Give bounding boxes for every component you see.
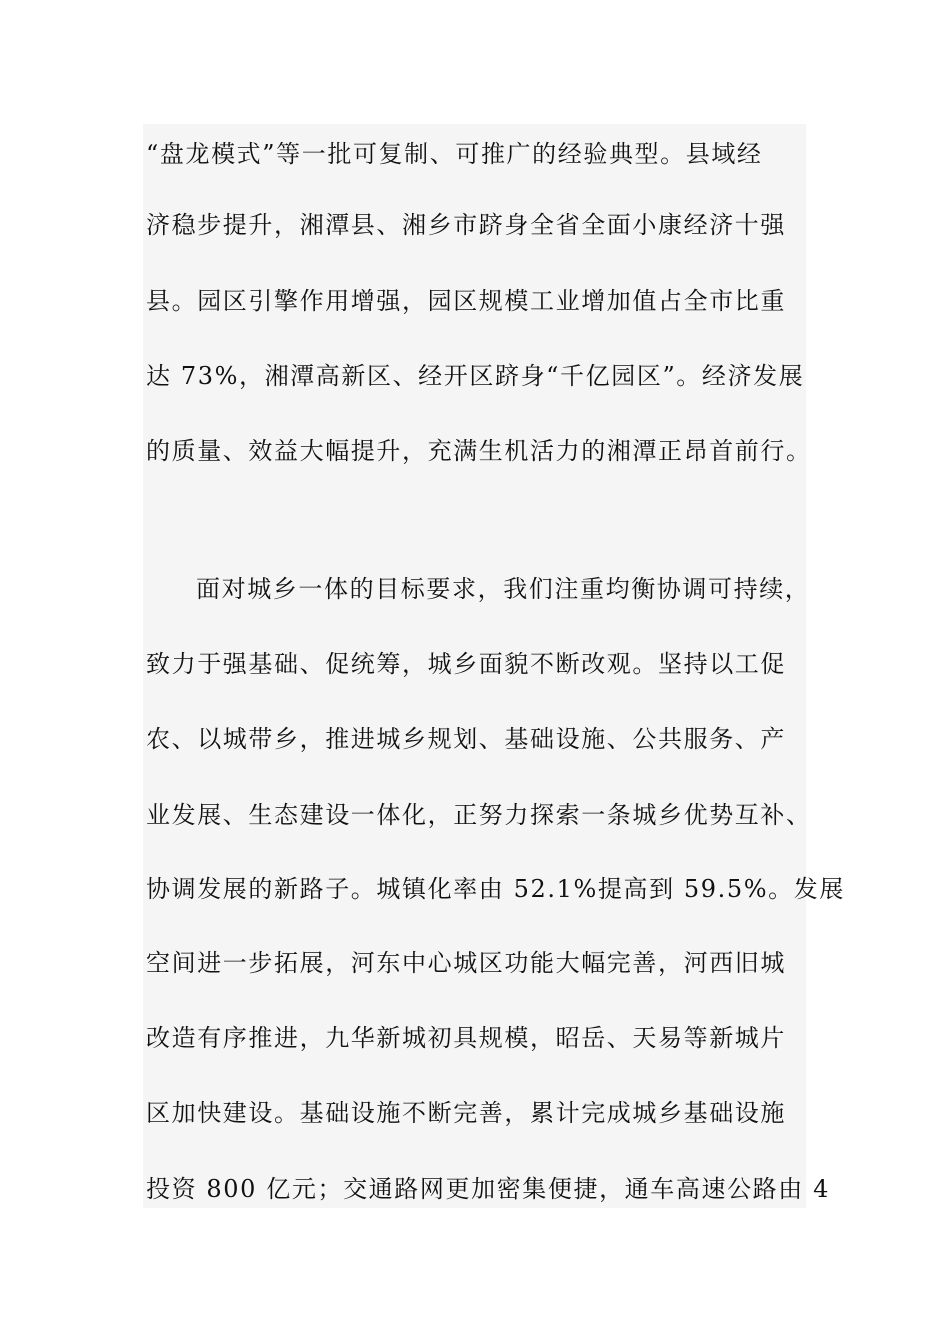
- paragraph-line: 致力于强基础、促统筹，城乡面貌不断改观。坚持以工促: [146, 650, 786, 678]
- paragraph-line: 的质量、效益大幅提升，充满生机活力的湘潭正昂首前行。: [146, 437, 812, 465]
- paragraph-first-line: 面对城乡一体的目标要求，我们注重均衡协调可持续，: [196, 575, 811, 603]
- paragraph-line: 协调发展的新路子。城镇化率由 52.1%提高到 59.5%。发展: [146, 875, 845, 903]
- paragraph-line: “盘龙模式”等一批可复制、可推广的经验典型。县域经: [146, 140, 763, 168]
- paragraph-line: 济稳步提升，湘潭县、湘乡市跻身全省全面小康经济十强: [146, 211, 786, 239]
- paragraph-line: 业发展、生态建设一体化，正努力探索一条城乡优势互补、: [146, 801, 812, 829]
- paragraph-line: 区加快建设。基础设施不断完善，累计完成城乡基础设施: [146, 1099, 786, 1127]
- paragraph-line: 空间进一步拓展，河东中心城区功能大幅完善，河西旧城: [146, 949, 786, 977]
- paragraph-line: 投资 800 亿元；交通路网更加密集便捷，通车高速公路由 4: [146, 1175, 830, 1203]
- paragraph-line: 县。园区引擎作用增强，园区规模工业增加值占全市比重: [146, 287, 786, 315]
- paragraph-line: 达 73%，湘潭高新区、经开区跻身“千亿园区”。经济发展: [146, 362, 805, 390]
- paragraph-line: 农、以城带乡，推进城乡规划、基础设施、公共服务、产: [146, 725, 786, 753]
- paragraph-line: 改造有序推进，九华新城初具规模，昭岳、天易等新城片: [146, 1024, 786, 1052]
